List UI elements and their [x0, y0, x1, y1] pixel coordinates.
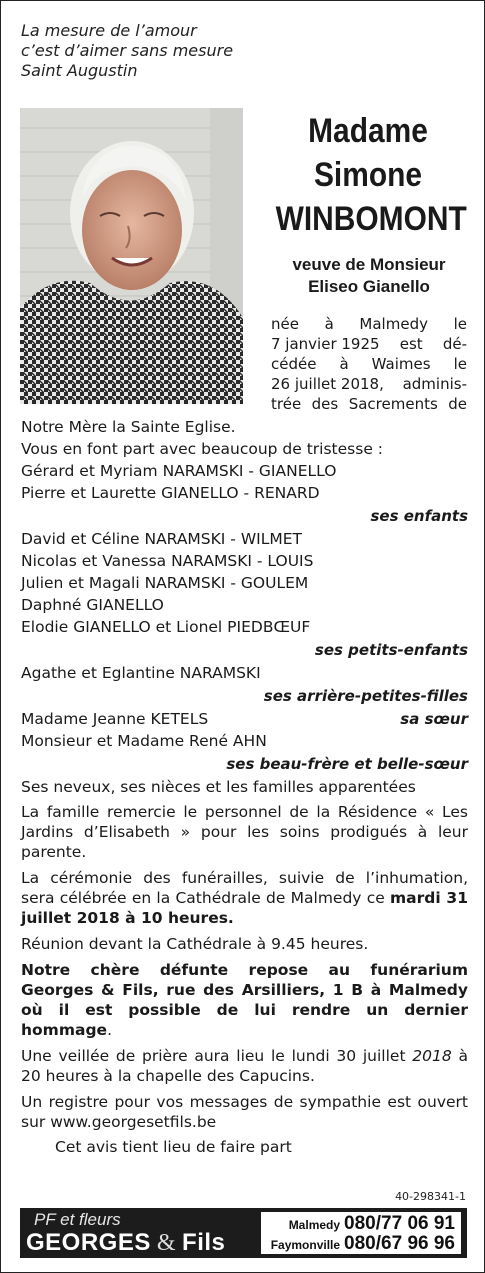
reference-number: 40-298341-1 — [395, 1190, 466, 1203]
first-name: Simone — [313, 156, 423, 194]
family-entry: Agathe et Eglantine NARAMSKI — [21, 664, 261, 682]
funeral-home-paragraph — [21, 960, 468, 1040]
church-line: Notre Mère la Sainte Eglise. — [21, 418, 236, 436]
name-title: Madame — [308, 112, 428, 150]
word: à — [339, 355, 349, 373]
quote-line-1: La mesure de l’amour — [21, 21, 197, 40]
birth-line — [271, 374, 467, 394]
phone-number: 080/67 96 96 — [344, 1233, 455, 1254]
phone-number: 080/77 06 91 — [344, 1213, 455, 1234]
birth-line — [271, 354, 467, 374]
family-entry: Nicolas et Vanessa NARAMSKI - LOUIS — [21, 552, 314, 570]
word: Waimes — [371, 355, 431, 373]
deceased-name — [275, 109, 467, 241]
word: est — [399, 335, 423, 353]
phone-row-malmedy — [289, 1213, 455, 1235]
phone-box — [261, 1212, 461, 1254]
word: 7 janvier 1925 — [271, 335, 380, 353]
punctuation: . — [107, 1021, 112, 1039]
last-name: WINBOMONT — [275, 200, 467, 238]
banner-tagline: PF et fleurs — [34, 1210, 121, 1229]
family-entry: Pierre et Laurette GIANELLO - RENARD — [21, 484, 320, 502]
town-label: Malmedy — [288, 1218, 341, 1232]
funeral-home-banner — [20, 1208, 467, 1258]
relation-label: ses arrière-petites-filles — [263, 687, 468, 705]
family-entry: David et Céline NARAMSKI - WILMET — [21, 530, 302, 548]
vigil-text: Une veillée de prière aura lieu le lundi 30 juillet — [21, 1047, 406, 1065]
family-entry: Monsieur et Madame René AHN — [21, 732, 267, 750]
relation-label: ses enfants — [370, 507, 468, 525]
ceremony-date: mardi 31 juillet 2018 à 10 heures. — [21, 889, 468, 927]
logo-ampersand: & — [156, 1230, 177, 1256]
family-entry: Madame Jeanne KETELS — [21, 710, 209, 728]
vigil-year: 2018 — [412, 1047, 452, 1065]
word: cédée — [271, 355, 317, 373]
quote-author: Saint Augustin — [21, 61, 138, 80]
ceremony-paragraph — [21, 868, 468, 928]
portrait-photo — [20, 108, 243, 404]
word: adminis- — [402, 375, 467, 393]
announcement: Vous en font part avec beaucoup de tristesse : — [21, 440, 384, 458]
relation-label: ses beau-frère et belle-sœur — [226, 755, 468, 773]
word: née — [271, 315, 299, 333]
funeral-home-text: Notre chère défunte repose au funérarium Georges & Fils, rue des Arsilliers, 1 B à Malmedy où il est possible de lui rendre un dernier hommage — [21, 961, 468, 1039]
quote-line-2: c’est d’aimer sans mesure — [21, 41, 234, 60]
relation-label: sa sœur — [400, 710, 468, 728]
word: trée — [271, 395, 302, 413]
word: le — [453, 315, 467, 333]
birth-death-details — [271, 314, 467, 414]
notice-body — [21, 416, 468, 1158]
word: Malmedy — [359, 315, 428, 333]
logo-fils: Fils — [182, 1229, 226, 1256]
word: 26 juillet 2018, — [271, 375, 384, 393]
thanks-paragraph: La famille remercie le personnel de la Résidence « Les Jardins d’Elisabeth » pour les soins prodigués à leur parente. — [21, 803, 468, 861]
family-entry: Julien et Magali NARAMSKI - GOULEM — [21, 574, 309, 592]
word: le — [453, 355, 467, 373]
word: à — [324, 315, 334, 333]
relation-label: ses petits-enfants — [314, 641, 468, 659]
word: de — [448, 395, 467, 413]
relatives-line: Ses neveux, ses nièces et les familles apparentées — [21, 778, 416, 796]
birth-line — [271, 314, 467, 334]
notice-statement: Cet avis tient lieu de faire part — [55, 1138, 292, 1156]
word: dé- — [442, 335, 467, 353]
vigil-paragraph — [21, 1046, 468, 1086]
widow-line-2: Eliseo Gianello — [308, 277, 430, 296]
widow-of — [259, 254, 479, 298]
register-paragraph: Un registre pour vos messages de sympathie est ouvert sur www.georgesetfils.be — [21, 1093, 468, 1131]
family-entry: Elodie GIANELLO et Lionel PIEDBŒUF — [21, 618, 311, 636]
town-label: Faymonville — [270, 1238, 341, 1252]
widow-line-1: veuve de Monsieur — [292, 255, 446, 274]
meeting-paragraph: Réunion devant la Cathédrale à 9.45 heures. — [21, 935, 369, 953]
word: des — [311, 395, 339, 413]
phone-row-faymonville — [271, 1233, 455, 1255]
vigil-text-end: à 20 heures à la chapelle des Capucins. — [21, 1047, 468, 1085]
birth-line — [271, 394, 467, 414]
word: Sacrements — [348, 395, 438, 413]
ceremony-text: La cérémonie des funérailles, suivie de l’inhumation, sera célébrée en la Cathédrale de Malmedy ce — [21, 869, 468, 907]
banner-logo — [26, 1229, 225, 1257]
portrait-image — [20, 108, 243, 404]
family-entry: Daphné GIANELLO — [21, 596, 164, 614]
sister-row — [21, 708, 468, 730]
epigraph-quote — [21, 21, 233, 81]
family-entry: Gérard et Myriam NARAMSKI - GIANELLO — [21, 462, 337, 480]
birth-line — [271, 334, 467, 354]
logo-georges: GEORGES — [26, 1229, 151, 1256]
